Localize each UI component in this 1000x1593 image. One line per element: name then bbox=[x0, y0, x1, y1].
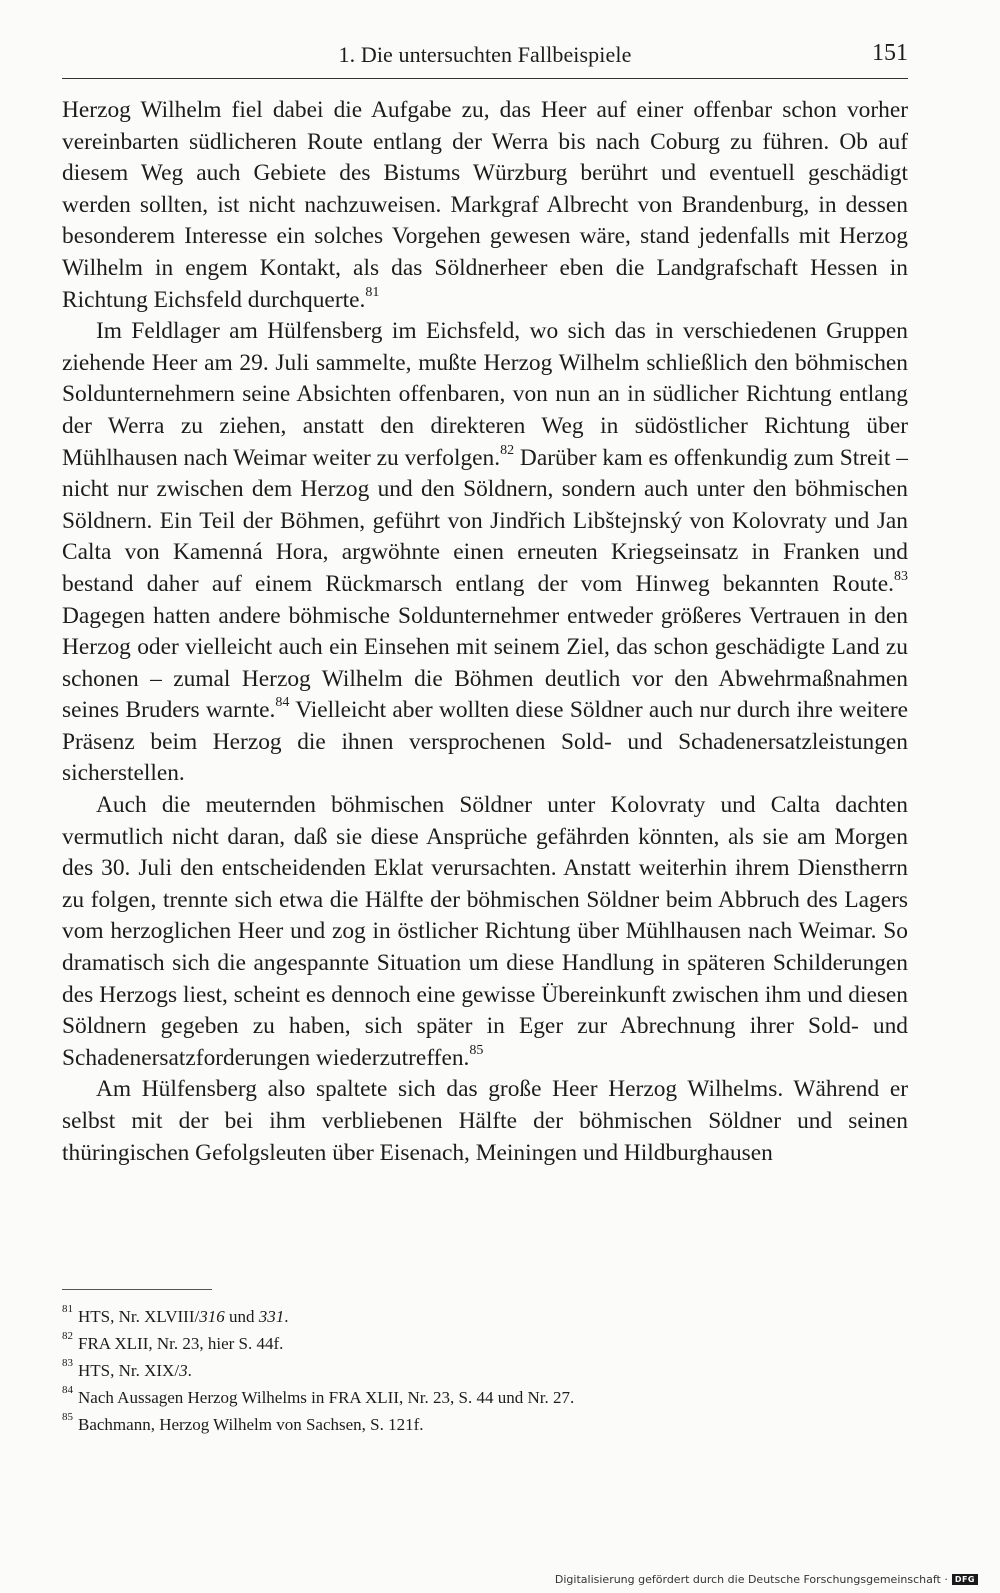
body-text bbox=[62, 95, 908, 1169]
running-header bbox=[62, 38, 908, 79]
footnote-ref[interactable]: 85 bbox=[469, 1043, 484, 1059]
footnotes bbox=[62, 1303, 908, 1438]
footnote: $^{81}$ HTS, Nr. XLVIII/316 und 331. bbox=[62, 1303, 289, 1326]
paragraph: Im Feldlager am Hülfensberg im Eichsfeld, wo sich das in verschiedenen Gruppen ziehende Heer am 29. Juli sammelte, mußte Herzog Wilhelm schließlich den böhmischen Soldunternehmern seine Absichten offenbaren, von nun an in südlicher Richtung entlang der Werra zu ziehen, anstatt den direkteren Weg in südöstlicher Richtung über Mühlhausen nach Weimar weiter zu verfolgen.$^{82}$ Darüber kam es offenkundig zum Streit – nicht nur zwischen dem Herzog und den Söldnern, sondern auch unter den böhmischen Söldnern. Ein Teil der Böhmen, geführt von Jindřich Libštejnský von Kolovraty und Jan Calta von Kamenná Hora, argwöhnte einen erneuten Kriegseinsatz in Franken und bestand daher auf einem Rückmarsch entlang der vom Hinweg bekannten Route.$^{83}$ Dagegen hatten andere böhmische Soldunternehmer entweder größeres Vertrauen in den Herzog oder vielleicht auch ein Einsehen mit seinem Ziel, das schon geschädigte Land zu schonen – zumal Herzog Wilhelm die Böhmen deutlich vor den Abwehrmaßnahmen seines Bruders warnte.$^{84}$ Vielleicht aber wollten diese Söldner auch nur durch ihre weitere Präsenz beim Herzog die ihnen versprochenen Sold- und Schadenersatzleistungen sicherstellen. bbox=[62, 318, 909, 787]
footnote-ref[interactable]: 84 bbox=[275, 695, 290, 711]
paragraph: Herzog Wilhelm fiel dabei die Aufgabe zu, das Heer auf einer offenbar schon vorher vereinbarten südlicheren Route entlang der Werra bis nach Coburg zu führen. Ob auf diesem Weg auch Gebiete des Bistums Würzburg berührt und eventuell geschädigt werden sollten, ist nicht nachzuweisen. Markgraf Albrecht von Brandenburg, in dessen besonderem Interesse ein solches Vorgehen gewesen wäre, stand jedenfalls mit Herzog Wilhelm in engem Kontakt, als das Söldnerheer eben die Landgrafschaft Hessen in Richtung Eichsfeld durchquerte.$^{81}$ bbox=[62, 97, 908, 313]
footnote: $^{85}$ Bachmann, Herzog Wilhelm von Sachsen, S. 121f. bbox=[62, 1411, 424, 1434]
footnote-number: 81 bbox=[62, 1303, 73, 1316]
running-title: 1. Die untersuchten Fallbeispiele bbox=[338, 42, 632, 67]
dfg-logo: DFG bbox=[952, 1574, 978, 1585]
credit-text: Digitalisierung gefördert durch die Deutsche Forschungsgemeinschaft · bbox=[554, 1573, 948, 1586]
digitization-credit bbox=[555, 1573, 978, 1586]
footnote: $^{84}$ Nach Aussagen Herzog Wilhelms in FRA XLII, Nr. 23, S. 44 und Nr. 27. bbox=[62, 1384, 575, 1407]
footnote: $^{83}$ HTS, Nr. XIX/3. bbox=[62, 1357, 192, 1380]
page-number: 151 bbox=[872, 40, 908, 66]
paragraph: Am Hülfensberg also spaltete sich das große Heer Herzog Wilhelms. Während er selbst mit der bei ihm verbliebenen Hälfte der böhmischen Söldner und seinen thüringischen Gefolgsleuten über Eisenach, Meiningen und Hildburghausen bbox=[62, 1076, 908, 1166]
footnote-number: 83 bbox=[62, 1357, 73, 1370]
footnote-number: 82 bbox=[62, 1330, 73, 1343]
footnote-ref[interactable]: 83 bbox=[894, 569, 908, 585]
footnote-divider bbox=[62, 1289, 212, 1290]
footnote-ref[interactable]: 82 bbox=[500, 442, 515, 458]
paragraph: Auch die meuternden böhmischen Söldner unter Kolovraty und Calta dachten vermutlich nicht daran, daß sie diese Ansprüche gefährden könnten, als sie am Morgen des 30. Juli den entscheidenden Eklat verursachten. Anstatt weiterhin ihrem Dienstherrn zu folgen, trennte sich etwa die Hälfte der böhmischen Söldner beim Abbruch des Lagers vom herzoglichen Heer und zog in östlicher Richtung über Mühlhausen nach Weimar. So dramatisch sich die angespannte Situation um diese Handlung in späteren Schilderungen des Herzogs liest, scheint es dennoch eine gewisse Übereinkunft zwischen ihm und diesen Söldnern gegeben zu haben, sich später in Eger zur Abrechnung ihrer Sold- und Schadenersatzforderungen wiederzutreffen.$^{85}$ bbox=[62, 792, 908, 1071]
footnote: $^{82}$ FRA XLII, Nr. 23, hier S. 44f. bbox=[62, 1330, 284, 1353]
footnote-number: 84 bbox=[62, 1384, 73, 1397]
footnote-ref[interactable]: 81 bbox=[365, 284, 380, 300]
footnote-number: 85 bbox=[62, 1411, 73, 1424]
